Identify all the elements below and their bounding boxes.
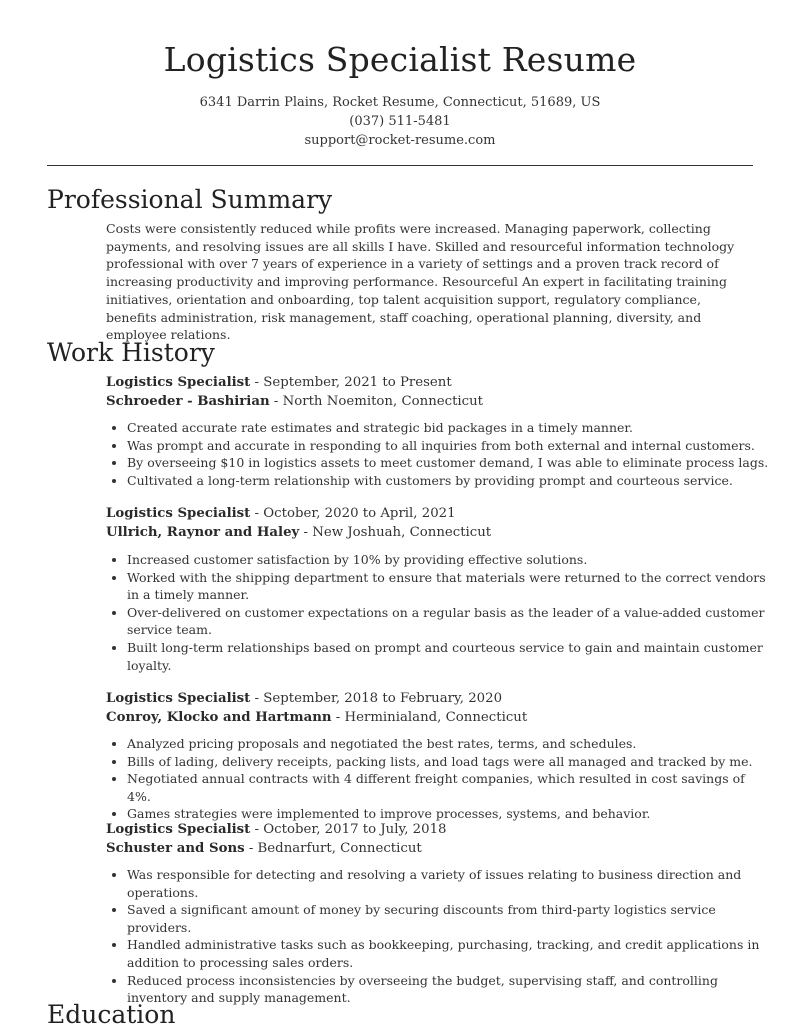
- job-company-line: [106, 841, 422, 856]
- job-dates: - October, 2017 to July, 2018: [250, 822, 447, 837]
- bullet-item: • Analyzed pricing proposals and negotiated the best rates, terms, and schedules.: [127, 735, 772, 753]
- job-title-line: [106, 691, 502, 706]
- summary-heading: Professional Summary: [47, 185, 333, 214]
- job-title: Logistics Specialist: [106, 506, 251, 521]
- bullet-item: • Cultivated a long-term relationship with customers by providing prompt and courteous service.: [127, 472, 772, 490]
- job-title: Logistics Specialist: [106, 375, 251, 390]
- job-company-line: [106, 710, 527, 725]
- bullet-item: • Saved a significant amount of money by securing discounts from third-party logistics service providers.: [127, 901, 772, 936]
- job-dates: - September, 2018 to February, 2020: [250, 691, 503, 706]
- education-heading: Education: [47, 1000, 176, 1029]
- job-title-line: [106, 822, 447, 837]
- job-company-line: [106, 394, 483, 409]
- job-location: - Bednarfurt, Connecticut: [244, 841, 422, 856]
- job-bullets: [106, 735, 772, 823]
- bullet-item: • Games strategies were implemented to improve processes, systems, and behavior.: [127, 805, 772, 823]
- job-location: - New Joshuah, Connecticut: [299, 525, 492, 540]
- work-history-heading: Work History: [47, 338, 215, 367]
- summary-text: Costs were consistently reduced while profits were increased. Managing paperwork, collecting payments, and resolving issues are all skills I have. Skilled and resourceful information technology professional with over 7 years of experience in a variety of settings and a proven track record of increasing productivity and improving performance. Resourceful An expert in facilitating training initiatives, orientation and onboarding, top talent acquisition support, regulatory compliance, benefits administration, risk management, staff coaching, operational planning, diversity, and employee relations.: [106, 221, 735, 343]
- contact-address: 6341 Darrin Plains, Rocket Resume, Connecticut, 51689, US: [199, 95, 601, 110]
- bullet-item: • Handled administrative tasks such as bookkeeping, purchasing, tracking, and credit applications in addition to processing sales orders.: [127, 936, 772, 971]
- job-company-line: [106, 525, 491, 540]
- job-company: Schroeder - Bashirian: [106, 394, 270, 409]
- bullet-item: • By overseeing $10 in logistics assets to meet customer demand, I was able to eliminate process lags.: [127, 454, 772, 472]
- job-location: - North Noemiton, Connecticut: [269, 394, 484, 409]
- bullet-item: • Was responsible for detecting and resolving a variety of issues relating to business direction and operations.: [127, 866, 772, 901]
- job-bullets: [106, 419, 772, 489]
- bullet-item: • Bills of lading, delivery receipts, packing lists, and load tags were all managed and tracked by me.: [127, 753, 772, 771]
- job-location: - Herminialand, Connecticut: [331, 710, 528, 725]
- job-bullets: [106, 551, 772, 674]
- contact-email[interactable]: support@rocket-resume.com: [304, 133, 496, 148]
- header-divider: [47, 165, 753, 166]
- bullet-item: • Over-delivered on customer expectations on a regular basis as the leader of a value-added customer service team.: [127, 604, 772, 639]
- bullet-item: • Negotiated annual contracts with 4 different freight companies, which resulted in cost savings of 4%.: [127, 770, 772, 805]
- job-company: Schuster and Sons: [106, 841, 245, 856]
- job-company: Conroy, Klocko and Hartmann: [106, 710, 332, 725]
- bullet-item: • Created accurate rate estimates and strategic bid packages in a timely manner.: [127, 419, 772, 437]
- job-company: Ullrich, Raynor and Haley: [106, 525, 300, 540]
- bullet-item: • Increased customer satisfaction by 10% by providing effective solutions.: [127, 551, 772, 569]
- job-dates: - October, 2020 to April, 2021: [250, 506, 456, 521]
- job-dates: - September, 2021 to Present: [250, 375, 452, 390]
- job-bullets: [106, 866, 772, 1007]
- resume-title: Logistics Specialist Resume: [163, 40, 637, 79]
- bullet-item: • Reduced process inconsistencies by overseeing the budget, supervising staff, and controlling inventory and supply management.: [127, 972, 772, 1007]
- job-title: Logistics Specialist: [106, 691, 251, 706]
- bullet-item: • Worked with the shipping department to ensure that materials were returned to the correct vendors in a timely manner.: [127, 569, 772, 604]
- contact-phone: (037) 511-5481: [349, 114, 451, 129]
- job-title: Logistics Specialist: [106, 822, 251, 837]
- job-title-line: [106, 375, 452, 390]
- job-title-line: [106, 506, 456, 521]
- bullet-item: • Built long-term relationships based on prompt and courteous service to gain and maintain customer loyalty.: [127, 639, 772, 674]
- bullet-item: • Was prompt and accurate in responding to all inquiries from both external and internal customers.: [127, 437, 772, 455]
